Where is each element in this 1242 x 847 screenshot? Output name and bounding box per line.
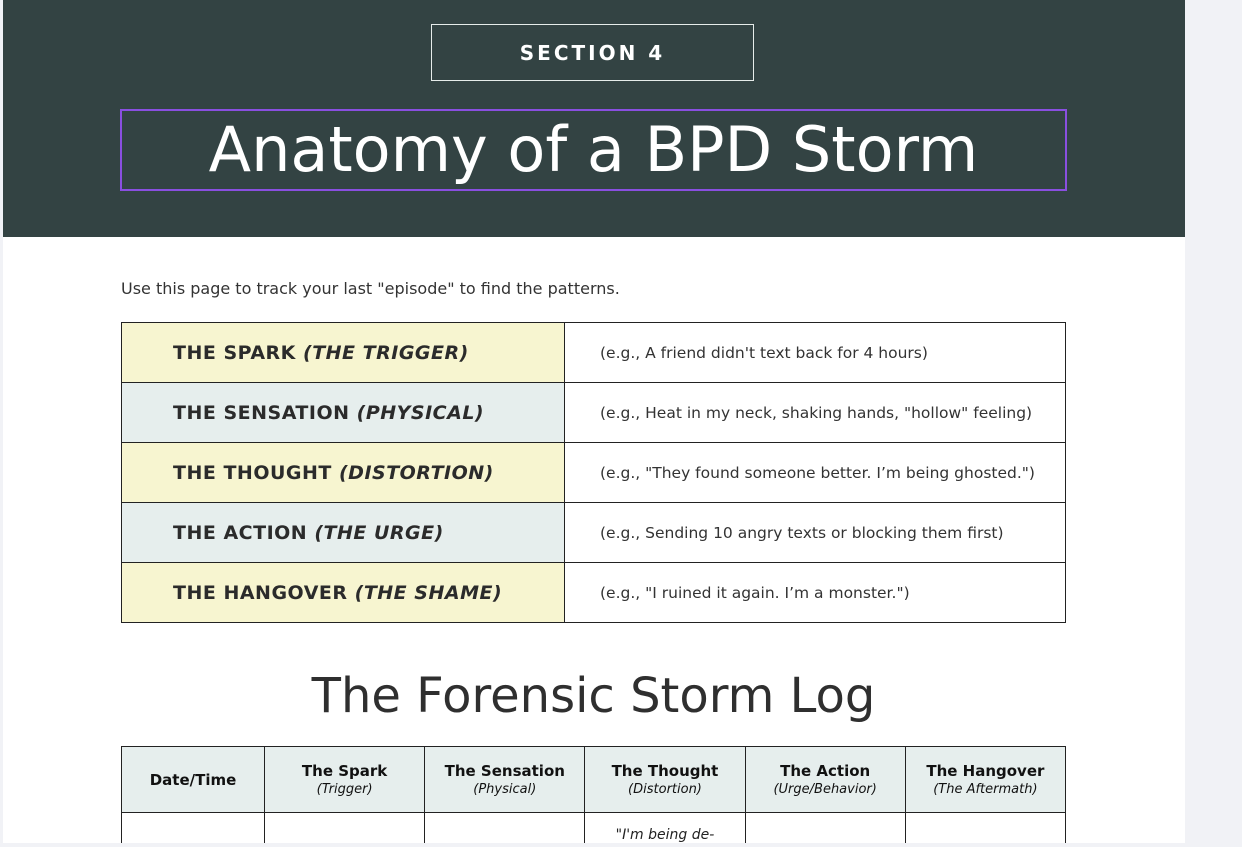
intro-text: Use this page to track your last "episode" to find the patterns. bbox=[121, 279, 620, 298]
column-header bbox=[265, 747, 425, 813]
row-example[interactable]: (e.g., A friend didn't text back for 4 hours) bbox=[565, 323, 1066, 383]
log-title: The Forensic Storm Log bbox=[311, 668, 876, 724]
table-row bbox=[122, 813, 1066, 844]
document-page bbox=[3, 0, 1185, 843]
row-example[interactable]: (e.g., "I ruined it again. I’m a monster.") bbox=[565, 563, 1066, 623]
column-header bbox=[905, 747, 1065, 813]
log-cell[interactable] bbox=[122, 813, 265, 844]
label-qualifier: (DISTORTION) bbox=[338, 461, 494, 484]
label-qualifier: (THE URGE) bbox=[314, 521, 444, 544]
row-example[interactable]: (e.g., Sending 10 angry texts or blocking them first) bbox=[565, 503, 1066, 563]
label-text: THE SENSATION bbox=[173, 401, 350, 424]
page-title[interactable]: Anatomy of a BPD Storm bbox=[120, 109, 1067, 191]
table-row bbox=[122, 503, 1066, 563]
column-title: The Hangover bbox=[926, 762, 1045, 780]
storm-log-table bbox=[121, 746, 1066, 843]
label-qualifier: (PHYSICAL) bbox=[356, 401, 485, 424]
section-header bbox=[3, 0, 1185, 237]
section-label: SECTION 4 bbox=[431, 24, 754, 81]
label-text: THE SPARK bbox=[173, 341, 296, 364]
column-subtitle: (Urge/Behavior) bbox=[773, 782, 877, 797]
row-label bbox=[122, 503, 565, 563]
label-text: THE ACTION bbox=[173, 521, 308, 544]
log-header-row bbox=[122, 747, 1066, 813]
log-cell[interactable] bbox=[425, 813, 585, 844]
column-subtitle: (Trigger) bbox=[316, 782, 373, 797]
column-title: The Sensation bbox=[444, 762, 565, 780]
table-row bbox=[122, 563, 1066, 623]
storm-anatomy-table bbox=[121, 322, 1066, 623]
column-header bbox=[585, 747, 745, 813]
column-subtitle: (The Aftermath) bbox=[933, 782, 1038, 797]
table-row bbox=[122, 443, 1066, 503]
row-example[interactable]: (e.g., "They found someone better. I’m being ghosted.") bbox=[565, 443, 1066, 503]
log-cell[interactable]: "I'm being de- bbox=[585, 813, 745, 844]
column-header bbox=[122, 747, 265, 813]
column-header bbox=[425, 747, 585, 813]
row-label bbox=[122, 443, 565, 503]
log-cell[interactable] bbox=[745, 813, 905, 844]
log-cell[interactable] bbox=[905, 813, 1065, 844]
row-example[interactable]: (e.g., Heat in my neck, shaking hands, "hollow" feeling) bbox=[565, 383, 1066, 443]
log-cell[interactable] bbox=[265, 813, 425, 844]
column-subtitle: (Physical) bbox=[473, 782, 537, 797]
column-title: The Spark bbox=[301, 762, 388, 780]
label-text: THE HANGOVER bbox=[173, 581, 348, 604]
column-subtitle: (Distortion) bbox=[628, 782, 702, 797]
table-row bbox=[122, 323, 1066, 383]
column-title: Date/Time bbox=[149, 770, 237, 789]
scrollbar[interactable] bbox=[1185, 0, 1242, 847]
row-label bbox=[122, 383, 565, 443]
row-label bbox=[122, 323, 565, 383]
column-title: The Action bbox=[780, 762, 871, 780]
label-text: THE THOUGHT bbox=[173, 461, 332, 484]
column-title: The Thought bbox=[611, 762, 719, 780]
label-qualifier: (THE TRIGGER) bbox=[303, 341, 469, 364]
row-label bbox=[122, 563, 565, 623]
label-qualifier: (THE SHAME) bbox=[354, 581, 503, 604]
table-row bbox=[122, 383, 1066, 443]
column-header bbox=[745, 747, 905, 813]
